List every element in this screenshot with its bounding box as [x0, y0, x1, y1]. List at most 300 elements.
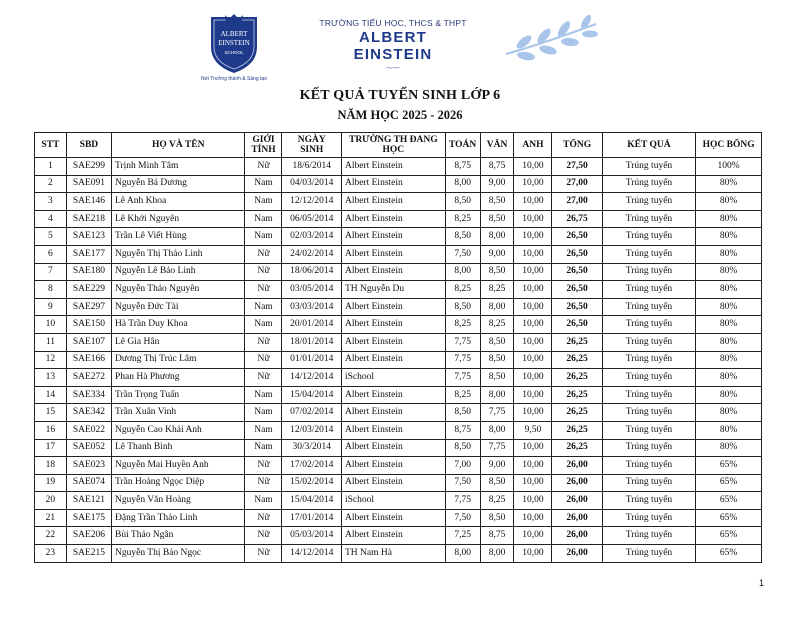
cell-math: 7,25	[445, 527, 480, 545]
cell-name: Nguyễn Cao Khải Anh	[112, 421, 245, 439]
cell-stt: 13	[35, 369, 67, 387]
cell-sbd: SAE334	[66, 386, 111, 404]
cell-gender: Nữ	[245, 333, 282, 351]
cell-birthdate: 18/06/2014	[282, 263, 342, 281]
cell-stt: 7	[35, 263, 67, 281]
table-row	[35, 545, 762, 563]
cell-name: Trần Xuân Vinh	[112, 404, 245, 422]
cell-birthdate: 30/3/2014	[282, 439, 342, 457]
cell-math: 8,50	[445, 404, 480, 422]
ornament-divider: ⁓⁓	[386, 64, 400, 72]
cell-gender: Nữ	[245, 245, 282, 263]
cell-birthdate: 06/05/2014	[282, 210, 342, 228]
cell-result: Trúng tuyển	[602, 439, 695, 457]
cell-name: Dương Thị Trúc Lâm	[112, 351, 245, 369]
cell-total: 27,00	[552, 175, 602, 193]
cell-school: Albert Einstein	[341, 228, 445, 246]
cell-scholarship: 65%	[696, 545, 762, 563]
cell-english: 9,50	[514, 421, 552, 439]
cell-total: 26,00	[552, 545, 602, 563]
cell-school: iSchool	[341, 369, 445, 387]
cell-math: 8,25	[445, 316, 480, 334]
cell-gender: Nam	[245, 298, 282, 316]
cell-school: Albert Einstein	[341, 457, 445, 475]
cell-total: 26,00	[552, 457, 602, 475]
cell-sbd: SAE342	[66, 404, 111, 422]
cell-result: Trúng tuyển	[602, 228, 695, 246]
cell-math: 7,00	[445, 457, 480, 475]
cell-birthdate: 03/05/2014	[282, 281, 342, 299]
cell-stt: 15	[35, 404, 67, 422]
cell-literature: 8,50	[480, 333, 514, 351]
cell-school: Albert Einstein	[341, 333, 445, 351]
cell-scholarship: 65%	[696, 457, 762, 475]
cell-name: Nguyễn Lê Bảo Linh	[112, 263, 245, 281]
cell-school: Albert Einstein	[341, 316, 445, 334]
cell-school: Albert Einstein	[341, 404, 445, 422]
cell-literature: 8,00	[480, 421, 514, 439]
cell-gender: Nam	[245, 193, 282, 211]
cell-gender: Nam	[245, 316, 282, 334]
col-header-english: ANH	[514, 133, 552, 158]
school-crest-logo	[203, 13, 265, 75]
cell-sbd: SAE299	[66, 158, 111, 176]
cell-name: Nguyễn Văn Hoàng	[112, 492, 245, 510]
crest-line-3: SCHOOL	[224, 50, 244, 55]
cell-sbd: SAE146	[66, 193, 111, 211]
cell-sbd: SAE180	[66, 263, 111, 281]
table-header-row	[35, 133, 762, 158]
cell-literature: 8,00	[480, 386, 514, 404]
cell-math: 7,50	[445, 474, 480, 492]
cell-total: 26,25	[552, 404, 602, 422]
cell-gender: Nữ	[245, 351, 282, 369]
cell-english: 10,00	[514, 492, 552, 510]
cell-gender: Nam	[245, 492, 282, 510]
cell-gender: Nữ	[245, 281, 282, 299]
cell-literature: 8,50	[480, 369, 514, 387]
table-row	[35, 351, 762, 369]
table-row	[35, 492, 762, 510]
cell-sbd: SAE229	[66, 281, 111, 299]
cell-total: 26,50	[552, 228, 602, 246]
cell-school: TH Nguyễn Du	[341, 281, 445, 299]
cell-literature: 8,75	[480, 527, 514, 545]
cell-sbd: SAE107	[66, 333, 111, 351]
col-header-gender: GIỚI TÍNH	[245, 133, 282, 158]
cell-gender: Nữ	[245, 158, 282, 176]
cell-english: 10,00	[514, 457, 552, 475]
cell-gender: Nam	[245, 175, 282, 193]
cell-birthdate: 05/03/2014	[282, 527, 342, 545]
col-header-total: TỔNG	[552, 133, 602, 158]
cell-stt: 22	[35, 527, 67, 545]
table-row	[35, 158, 762, 176]
cell-gender: Nữ	[245, 509, 282, 527]
cell-math: 7,50	[445, 245, 480, 263]
cell-literature: 7,75	[480, 404, 514, 422]
cell-name: Lê Thanh Bình	[112, 439, 245, 457]
cell-stt: 9	[35, 298, 67, 316]
cell-stt: 20	[35, 492, 67, 510]
cell-stt: 5	[35, 228, 67, 246]
cell-result: Trúng tuyển	[602, 351, 695, 369]
cell-name: Bùi Thảo Ngân	[112, 527, 245, 545]
table-row	[35, 369, 762, 387]
cell-total: 26,50	[552, 316, 602, 334]
table-row	[35, 509, 762, 527]
cell-birthdate: 17/01/2014	[282, 509, 342, 527]
cell-scholarship: 80%	[696, 298, 762, 316]
olive-branch-icon	[502, 14, 602, 64]
cell-stt: 17	[35, 439, 67, 457]
cell-name: Hà Trần Duy Khoa	[112, 316, 245, 334]
cell-name: Nguyễn Thị Bảo Ngọc	[112, 545, 245, 563]
cell-name: Trần Hoàng Ngọc Diệp	[112, 474, 245, 492]
cell-sbd: SAE052	[66, 439, 111, 457]
col-header-math: TOÁN	[445, 133, 480, 158]
table-row	[35, 457, 762, 475]
cell-total: 26,25	[552, 333, 602, 351]
cell-math: 8,50	[445, 193, 480, 211]
cell-gender: Nam	[245, 386, 282, 404]
cell-sbd: SAE074	[66, 474, 111, 492]
cell-scholarship: 80%	[696, 210, 762, 228]
cell-total: 27,50	[552, 158, 602, 176]
admission-results-table	[34, 132, 762, 563]
cell-scholarship: 80%	[696, 193, 762, 211]
cell-sbd: SAE177	[66, 245, 111, 263]
cell-name: Nguyễn Bá Dương	[112, 175, 245, 193]
col-header-stt: STT	[35, 133, 67, 158]
cell-birthdate: 02/03/2014	[282, 228, 342, 246]
table-row	[35, 281, 762, 299]
cell-literature: 8,00	[480, 298, 514, 316]
cell-scholarship: 80%	[696, 369, 762, 387]
cell-sbd: SAE175	[66, 509, 111, 527]
cell-name: Phan Hà Phương	[112, 369, 245, 387]
cell-english: 10,00	[514, 527, 552, 545]
cell-result: Trúng tuyển	[602, 457, 695, 475]
cell-total: 26,00	[552, 509, 602, 527]
cell-scholarship: 65%	[696, 474, 762, 492]
cell-literature: 8,00	[480, 228, 514, 246]
cell-result: Trúng tuyển	[602, 158, 695, 176]
cell-english: 10,00	[514, 386, 552, 404]
cell-sbd: SAE022	[66, 421, 111, 439]
table-row	[35, 245, 762, 263]
cell-school: TH Nam Hà	[341, 545, 445, 563]
table-row	[35, 175, 762, 193]
cell-total: 26,25	[552, 369, 602, 387]
cell-birthdate: 03/03/2014	[282, 298, 342, 316]
cell-sbd: SAE206	[66, 527, 111, 545]
table-row	[35, 421, 762, 439]
cell-math: 8,25	[445, 386, 480, 404]
cell-english: 10,00	[514, 509, 552, 527]
cell-math: 8,00	[445, 545, 480, 563]
cell-english: 10,00	[514, 439, 552, 457]
cell-result: Trúng tuyển	[602, 210, 695, 228]
cell-birthdate: 07/02/2014	[282, 404, 342, 422]
cell-gender: Nữ	[245, 263, 282, 281]
cell-name: Nguyễn Mai Huyền Anh	[112, 457, 245, 475]
cell-literature: 8,50	[480, 263, 514, 281]
cell-stt: 12	[35, 351, 67, 369]
cell-english: 10,00	[514, 228, 552, 246]
table-row	[35, 263, 762, 281]
cell-stt: 1	[35, 158, 67, 176]
cell-english: 10,00	[514, 333, 552, 351]
cell-stt: 11	[35, 333, 67, 351]
cell-english: 10,00	[514, 158, 552, 176]
document-subtitle: NĂM HỌC 2025 - 2026	[337, 108, 463, 122]
cell-math: 8,25	[445, 281, 480, 299]
cell-scholarship: 80%	[696, 421, 762, 439]
cell-scholarship: 80%	[696, 245, 762, 263]
cell-sbd: SAE297	[66, 298, 111, 316]
cell-scholarship: 80%	[696, 439, 762, 457]
crest-line-2: EINSTEIN	[218, 39, 250, 47]
cell-result: Trúng tuyển	[602, 509, 695, 527]
cell-literature: 9,00	[480, 175, 514, 193]
cell-math: 7,75	[445, 333, 480, 351]
cell-gender: Nam	[245, 439, 282, 457]
cell-birthdate: 01/01/2014	[282, 351, 342, 369]
cell-scholarship: 80%	[696, 281, 762, 299]
cell-english: 10,00	[514, 245, 552, 263]
cell-school: Albert Einstein	[341, 386, 445, 404]
cell-gender: Nam	[245, 404, 282, 422]
cell-name: Trần Lê Viết Hùng	[112, 228, 245, 246]
cell-stt: 2	[35, 175, 67, 193]
cell-english: 10,00	[514, 316, 552, 334]
cell-school: Albert Einstein	[341, 210, 445, 228]
cell-sbd: SAE272	[66, 369, 111, 387]
cell-scholarship: 80%	[696, 351, 762, 369]
cell-gender: Nữ	[245, 474, 282, 492]
cell-literature: 8,00	[480, 545, 514, 563]
cell-birthdate: 14/12/2014	[282, 545, 342, 563]
cell-result: Trúng tuyển	[602, 316, 695, 334]
cell-stt: 14	[35, 386, 67, 404]
cell-math: 7,75	[445, 492, 480, 510]
cell-math: 7,75	[445, 369, 480, 387]
cell-birthdate: 12/12/2014	[282, 193, 342, 211]
cell-sbd: SAE091	[66, 175, 111, 193]
cell-scholarship: 100%	[696, 158, 762, 176]
cell-stt: 16	[35, 421, 67, 439]
cell-school: Albert Einstein	[341, 527, 445, 545]
cell-result: Trúng tuyển	[602, 369, 695, 387]
cell-name: Nguyễn Thị Thảo Linh	[112, 245, 245, 263]
document-header	[0, 0, 800, 80]
cell-stt: 23	[35, 545, 67, 563]
cell-school: Albert Einstein	[341, 158, 445, 176]
cell-result: Trúng tuyển	[602, 527, 695, 545]
cell-birthdate: 15/02/2014	[282, 474, 342, 492]
cell-literature: 9,00	[480, 457, 514, 475]
cell-sbd: SAE215	[66, 545, 111, 563]
cell-math: 8,75	[445, 421, 480, 439]
cell-birthdate: 14/12/2014	[282, 369, 342, 387]
cell-math: 7,50	[445, 509, 480, 527]
cell-result: Trúng tuyển	[602, 281, 695, 299]
cell-result: Trúng tuyển	[602, 263, 695, 281]
cell-math: 8,50	[445, 298, 480, 316]
cell-stt: 3	[35, 193, 67, 211]
cell-sbd: SAE218	[66, 210, 111, 228]
cell-school: Albert Einstein	[341, 193, 445, 211]
cell-english: 10,00	[514, 210, 552, 228]
cell-stt: 4	[35, 210, 67, 228]
cell-birthdate: 20/01/2014	[282, 316, 342, 334]
cell-birthdate: 17/02/2014	[282, 457, 342, 475]
cell-gender: Nữ	[245, 527, 282, 545]
cell-total: 26,25	[552, 421, 602, 439]
cell-result: Trúng tuyển	[602, 193, 695, 211]
cell-literature: 8,25	[480, 492, 514, 510]
cell-total: 26,00	[552, 474, 602, 492]
col-header-scholarship: HỌC BỔNG	[696, 133, 762, 158]
cell-birthdate: 18/01/2014	[282, 333, 342, 351]
cell-stt: 21	[35, 509, 67, 527]
cell-total: 26,00	[552, 527, 602, 545]
cell-school: Albert Einstein	[341, 474, 445, 492]
cell-gender: Nữ	[245, 545, 282, 563]
cell-name: Trịnh Minh Tâm	[112, 158, 245, 176]
table-row	[35, 333, 762, 351]
cell-literature: 8,50	[480, 474, 514, 492]
table-row	[35, 386, 762, 404]
cell-sbd: SAE166	[66, 351, 111, 369]
cell-name: Lê Khởi Nguyên	[112, 210, 245, 228]
cell-school: Albert Einstein	[341, 175, 445, 193]
cell-english: 10,00	[514, 369, 552, 387]
cell-stt: 6	[35, 245, 67, 263]
cell-school: Albert Einstein	[341, 245, 445, 263]
col-header-name: HỌ VÀ TÊN	[112, 133, 245, 158]
cell-total: 26,50	[552, 298, 602, 316]
cell-literature: 8,50	[480, 193, 514, 211]
cell-literature: 8,25	[480, 281, 514, 299]
cell-scholarship: 80%	[696, 316, 762, 334]
cell-gender: Nam	[245, 421, 282, 439]
cell-total: 26,50	[552, 281, 602, 299]
cell-english: 10,00	[514, 545, 552, 563]
cell-literature: 8,25	[480, 316, 514, 334]
cell-scholarship: 65%	[696, 509, 762, 527]
cell-result: Trúng tuyển	[602, 474, 695, 492]
cell-school: Albert Einstein	[341, 421, 445, 439]
cell-math: 8,25	[445, 210, 480, 228]
col-header-result: KẾT QUẢ	[602, 133, 695, 158]
col-header-sbd: SBD	[66, 133, 111, 158]
school-subtitle: TRƯỜNG TIỂU HỌC, THCS & THPT	[319, 18, 467, 28]
cell-name: Trần Trọng Tuấn	[112, 386, 245, 404]
cell-total: 26,50	[552, 263, 602, 281]
cell-school: iSchool	[341, 492, 445, 510]
cell-scholarship: 80%	[696, 386, 762, 404]
cell-result: Trúng tuyển	[602, 333, 695, 351]
col-header-birthdate: NGÀY SINH	[282, 133, 342, 158]
cell-gender: Nữ	[245, 369, 282, 387]
table-row	[35, 404, 762, 422]
table-row	[35, 527, 762, 545]
cell-total: 26,75	[552, 210, 602, 228]
cell-total: 26,25	[552, 439, 602, 457]
cell-name: Nguyễn Thảo Nguyên	[112, 281, 245, 299]
table-row	[35, 316, 762, 334]
cell-name: Lê Gia Hân	[112, 333, 245, 351]
cell-total: 26,25	[552, 386, 602, 404]
table-row	[35, 193, 762, 211]
cell-scholarship: 80%	[696, 263, 762, 281]
table-row	[35, 210, 762, 228]
cell-school: Albert Einstein	[341, 263, 445, 281]
cell-result: Trúng tuyển	[602, 386, 695, 404]
cell-literature: 8,50	[480, 509, 514, 527]
cell-english: 10,00	[514, 474, 552, 492]
cell-literature: 7,75	[480, 439, 514, 457]
cell-literature: 8,50	[480, 351, 514, 369]
cell-sbd: SAE023	[66, 457, 111, 475]
document-title: KẾT QUẢ TUYỂN SINH LỚP 6	[299, 88, 501, 103]
crest-motto: Nơi Trưởng thành & Sáng tạo	[200, 76, 268, 82]
cell-total: 26,00	[552, 492, 602, 510]
cell-stt: 10	[35, 316, 67, 334]
cell-english: 10,00	[514, 404, 552, 422]
cell-gender: Nam	[245, 228, 282, 246]
cell-english: 10,00	[514, 175, 552, 193]
cell-birthdate: 12/03/2014	[282, 421, 342, 439]
cell-scholarship: 65%	[696, 492, 762, 510]
cell-scholarship: 80%	[696, 333, 762, 351]
cell-result: Trúng tuyển	[602, 421, 695, 439]
cell-name: Đặng Trần Thảo Linh	[112, 509, 245, 527]
cell-math: 8,50	[445, 439, 480, 457]
cell-math: 8,00	[445, 175, 480, 193]
col-header-literature: VĂN	[480, 133, 514, 158]
cell-total: 27,00	[552, 193, 602, 211]
cell-scholarship: 80%	[696, 404, 762, 422]
cell-sbd: SAE150	[66, 316, 111, 334]
cell-sbd: SAE123	[66, 228, 111, 246]
cell-birthdate: 24/02/2014	[282, 245, 342, 263]
cell-stt: 18	[35, 457, 67, 475]
cell-math: 8,50	[445, 228, 480, 246]
cell-english: 10,00	[514, 263, 552, 281]
cell-result: Trúng tuyển	[602, 298, 695, 316]
cell-stt: 19	[35, 474, 67, 492]
cell-scholarship: 65%	[696, 527, 762, 545]
crest-line-1: ALBERT	[220, 30, 248, 38]
cell-literature: 8,50	[480, 210, 514, 228]
school-name-block	[318, 18, 468, 72]
cell-result: Trúng tuyển	[602, 545, 695, 563]
page-number: 1	[758, 578, 764, 588]
table-row	[35, 298, 762, 316]
cell-birthdate: 15/04/2014	[282, 386, 342, 404]
cell-literature: 9,00	[480, 245, 514, 263]
cell-school: Albert Einstein	[341, 298, 445, 316]
table-row	[35, 474, 762, 492]
cell-math: 8,00	[445, 263, 480, 281]
cell-name: Lê Anh Khoa	[112, 193, 245, 211]
cell-sbd: SAE121	[66, 492, 111, 510]
cell-english: 10,00	[514, 193, 552, 211]
school-name: ALBERT EINSTEIN	[353, 29, 433, 63]
